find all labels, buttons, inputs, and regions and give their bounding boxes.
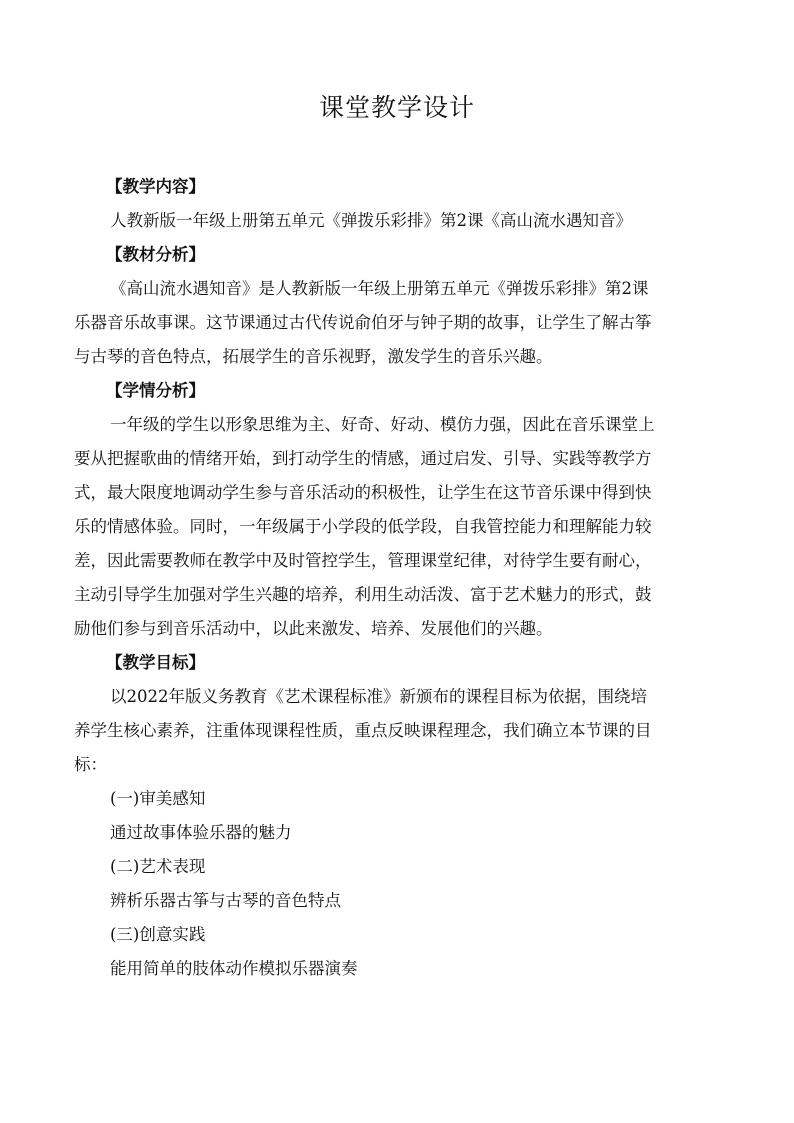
section-heading-teaching-goals: 【教学目标】 <box>106 653 205 672</box>
paragraph-line: 《高山流水遇知音》是人教新版一年级上册第五单元《弹拨乐彩排》第2课 <box>110 279 649 298</box>
paragraph-line: 养学生核心素养，注重体现课程性质，重点反映课程理念，我们确立本节课的目 <box>74 721 652 740</box>
paragraph-line: 人教新版一年级上册第五单元《弹拨乐彩排》第2课《高山流水遇知音》 <box>110 211 632 230</box>
paragraph-line: 励他们参与到音乐活动中，以此来激发、培养、发展他们的兴趣。 <box>74 619 553 638</box>
section-heading-learner-analysis: 【学情分析】 <box>106 381 205 400</box>
paragraph-line: 标： <box>74 755 107 774</box>
paragraph-line: 差，因此需要教师在教学中及时管控学生，管理课堂纪律，对待学生要有耐心， <box>74 551 652 570</box>
paragraph-line: 一年级的学生以形象思维为主、好奇、好动、模仿力强，因此在音乐课堂上 <box>110 415 655 434</box>
paragraph-line: 式，最大限度地调动学生参与音乐活动的积极性，让学生在这节音乐课中得到快 <box>74 483 652 502</box>
section-heading-material-analysis: 【教材分析】 <box>106 245 205 264</box>
goal-item: 通过故事体验乐器的魅力 <box>110 823 292 842</box>
section-heading-teaching-content: 【教学内容】 <box>106 177 205 196</box>
document-body <box>74 170 732 986</box>
paragraph-line: 乐器音乐故事课。这节课通过古代传说俞伯牙与钟子期的故事，让学生了解古筝 <box>74 313 652 332</box>
goal-item: (二)艺术表现 <box>110 857 206 876</box>
paragraph-line: 以2022年版义务教育《艺术课程标准》新颁布的课程目标为依据，围绕培 <box>110 687 647 706</box>
paragraph-line: 主动引导学生加强对学生兴趣的培养，利用生动活泼、富于艺术魅力的形式，鼓 <box>74 585 652 604</box>
paragraph-line: 乐的情感体验。同时，一年级属于小学段的低学段，自我管控能力和理解能力较 <box>74 517 652 536</box>
paragraph-line: 要从把握歌曲的情绪开始，到打动学生的情感，通过启发、引导、实践等教学方 <box>74 449 652 468</box>
goal-item: 辨析乐器古筝与古琴的音色特点 <box>110 891 341 910</box>
goal-item: (三)创意实践 <box>110 925 206 944</box>
goal-item: (一)审美感知 <box>110 789 206 808</box>
goal-item: 能用简单的肢体动作模拟乐器演奏 <box>110 959 358 978</box>
paragraph-line: 与古琴的音色特点，拓展学生的音乐视野，激发学生的音乐兴趣。 <box>74 347 553 366</box>
document-title: 课堂教学设计 <box>318 93 475 122</box>
